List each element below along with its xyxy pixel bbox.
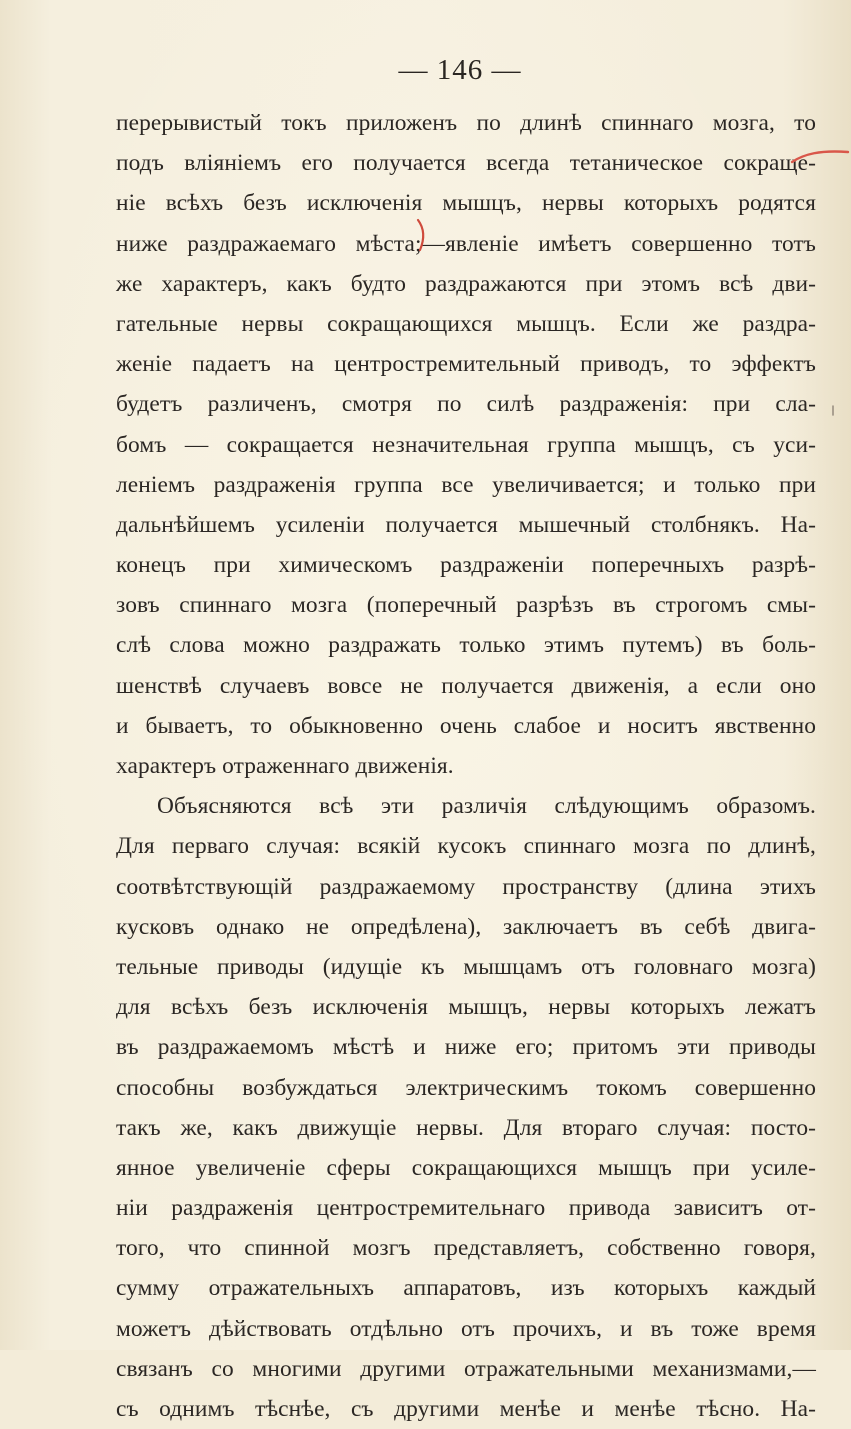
text-line: ніи раздраженія центростремительнаго привода зависитъ от-	[116, 1195, 816, 1222]
text-line: для всѣхъ безъ исключенія мышцъ, нервы которыхъ лежатъ	[116, 994, 816, 1021]
text-line: конецъ при химическомъ раздраженіи поперечныхъ разрѣ-	[116, 552, 816, 579]
text-line: слѣ слова можно раздражать только этимъ путемъ) въ боль-	[116, 632, 816, 659]
text-line: соотвѣтствующій раздражаемому пространству (длина этихъ	[116, 873, 816, 900]
text-line: шенствѣ случаевъ вовсе не получается движенія, а если оно	[116, 672, 816, 699]
paragraph-start-line: Объясняются всѣ эти различія слѣдующимъ образомъ.	[157, 793, 816, 820]
text-line: съ однимъ тѣснѣе, съ другими менѣе и менѣе тѣсно. На-	[116, 1396, 816, 1422]
text-line: тельные приводы (идущіе къ мышцамъ отъ головнаго мозга)	[116, 953, 816, 980]
text-line: леніемъ раздраженія группа все увеличивается; и только при	[116, 471, 816, 498]
text-line: можетъ дѣйствовать отдѣльно отъ прочихъ, и въ тоже время	[116, 1315, 816, 1342]
text-line: того, что спинной мозгъ представляетъ, собственно говоря,	[116, 1235, 816, 1262]
text-line: и бываетъ, то обыкновенно очень слабое и носитъ явственно	[116, 712, 816, 739]
text-line: связанъ со многими другими отражательными механизмами,—	[116, 1355, 816, 1382]
text-line: Для перваго случая: всякій кусокъ спиннаго мозга по длинѣ,	[116, 833, 816, 860]
body-text	[116, 103, 816, 1429]
text-line: кусковъ однако не опредѣлена), заключаетъ въ себѣ двига-	[116, 913, 816, 940]
text-line: способны возбуждаться электрическимъ токомъ совершенно	[116, 1074, 816, 1101]
text-line: дальнѣйшемъ усиленіи получается мышечный столбнякъ. На-	[116, 511, 816, 538]
text-line: гательные нервы сокращающихся мышцъ. Если же раздра-	[116, 310, 816, 337]
text-line: зовъ спиннаго мозга (поперечный разрѣзъ въ строгомъ смы-	[116, 592, 816, 619]
page-number: — 146 —	[398, 54, 522, 86]
text-line: перерывистый токъ приложенъ по длинѣ спиннаго мозга, то	[116, 110, 816, 136]
margin-dot	[829, 404, 837, 418]
text-line: такъ же, какъ движущіе нервы. Для втораго случая: посто-	[116, 1114, 816, 1141]
text-line: бомъ — сокращается незначительная группа мышцъ, съ уси-	[116, 431, 816, 458]
text-line: ніе всѣхъ безъ исключенія мышцъ, нервы которыхъ родятся	[116, 190, 816, 217]
text-line: янное увеличеніе сферы сокращающихся мышцъ при усиле-	[116, 1154, 816, 1181]
text-line: въ раздражаемомъ мѣстѣ и ниже его; притомъ эти приводы	[116, 1034, 816, 1061]
paragraph-end-line: характеръ отраженнаго движенія.	[116, 753, 454, 779]
text-line: подъ вліяніемъ его получается всегда тетаническое сокраще-	[116, 150, 816, 177]
text-line: сумму отражательныхъ аппаратовъ, изъ которыхъ каждый	[116, 1275, 816, 1302]
text-line: будетъ различенъ, смотря по силѣ раздраженія: при сла-	[116, 391, 816, 418]
text-line: женіе падаетъ на центростремительный приводъ, то эффектъ	[116, 351, 816, 378]
text-line: ниже раздражаемаго мѣста;—явленіе имѣетъ совершенно тотъ	[116, 230, 816, 257]
text-line: же характеръ, какъ будто раздражаются при этомъ всѣ дви-	[116, 270, 816, 297]
